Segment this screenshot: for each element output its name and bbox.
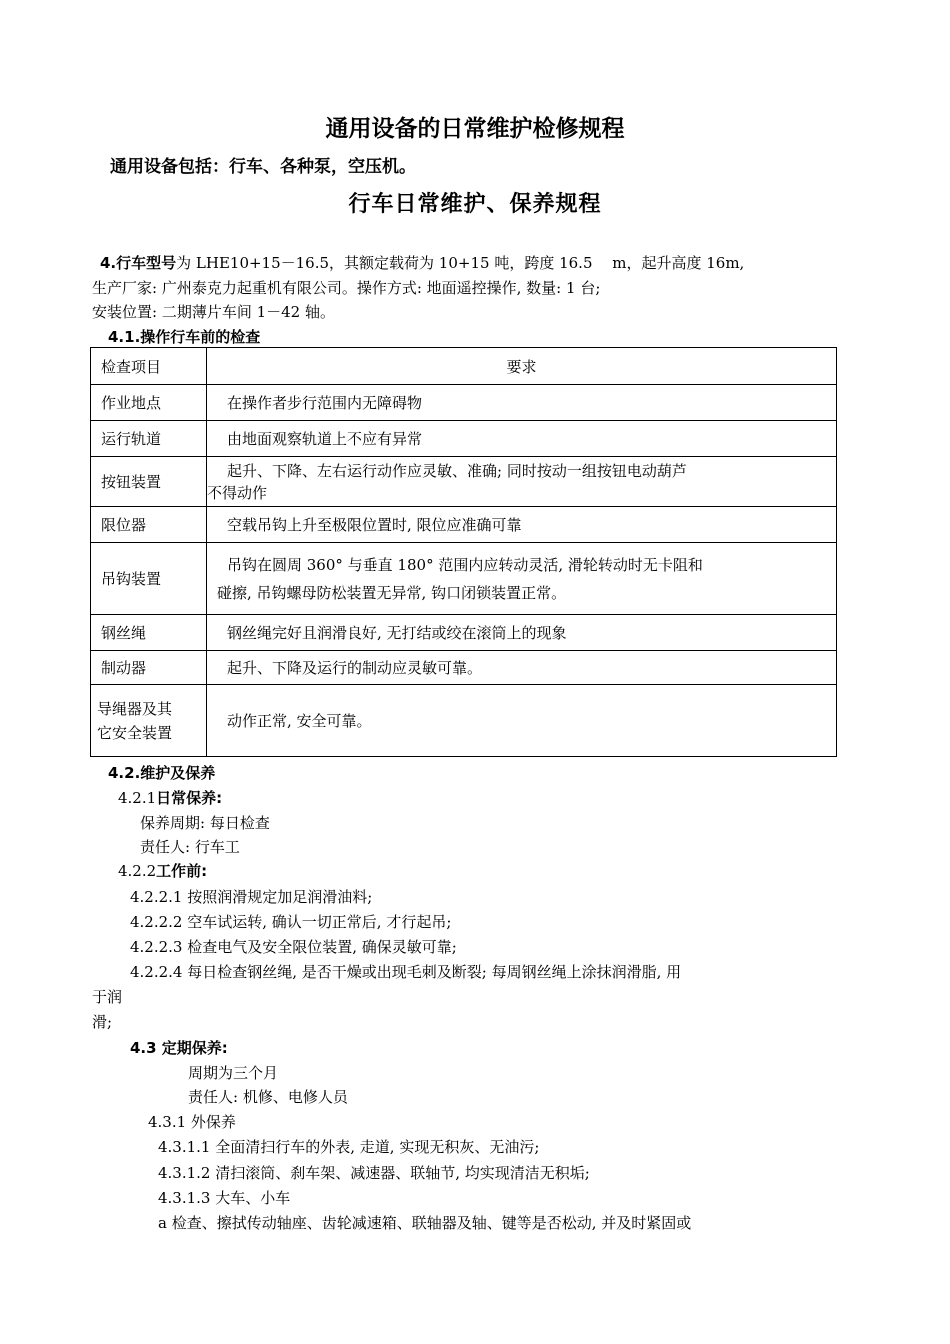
list-item: a 检查、擦拭传动轴座、齿轮减速箱、联轴器及轴、键等是否松动, 并及时紧固或 xyxy=(158,1214,692,1232)
pre-work-heading xyxy=(118,860,207,882)
row-requirement: 钢丝绳完好且润滑良好, 无打结或绞在滚筒上的现象 xyxy=(207,615,837,651)
row-requirement: 由地面观察轨道上不应有异常 xyxy=(207,421,837,457)
table-row xyxy=(91,651,837,685)
intro-line-3: 安装位置: 二期薄片车间 1－42 轴。 xyxy=(92,303,335,321)
list-item: 4.3.1.1 全面清扫行车的外表, 走道, 实现无积灰、无油污; xyxy=(158,1138,540,1156)
row-item: 按钮装置 xyxy=(91,457,207,507)
table-header-row xyxy=(91,348,837,385)
scope-line: 通用设备包括：行车、各种泵，空压机。 xyxy=(110,157,416,177)
section-title: 行车日常维护、保养规程 xyxy=(348,192,602,217)
row-item: 制动器 xyxy=(91,651,207,685)
row-requirement: 起升、下降及运行的制动应灵敏可靠。 xyxy=(207,651,837,685)
list-item: 4.2.2.4 每日检查钢丝绳, 是否干燥或出现毛刺及断裂; 每周钢丝绳上涂抹润滑脂, 用 xyxy=(130,963,682,981)
row-requirement-line-1: 吊钩在圆周 360° 与垂直 180° 范围内应转动灵活, 滑轮转动时无卡阻和 xyxy=(227,555,703,574)
row-requirement xyxy=(207,457,837,507)
list-item-wrap: 滑; xyxy=(92,1013,113,1031)
row-requirement-line-2: 不得动作 xyxy=(207,483,268,502)
row-item: 吊钩装置 xyxy=(91,543,207,615)
table-row xyxy=(91,685,837,757)
maintenance-heading: 4.2.维护及保养 xyxy=(108,764,216,782)
list-item: 4.3.1.3 大车、小车 xyxy=(158,1189,291,1207)
daily-heading xyxy=(118,787,222,809)
inspection-table xyxy=(90,347,837,757)
table-row xyxy=(91,385,837,421)
header-item: 检查项目 xyxy=(91,348,207,385)
table-row xyxy=(91,543,837,615)
document-title: 通用设备的日常维护检修规程 xyxy=(325,116,625,142)
row-item-line-1: 导绳器及其 xyxy=(97,699,173,718)
periodic-heading: 4.3 定期保养: xyxy=(130,1039,228,1057)
row-item-line-2: 它安全装置 xyxy=(97,723,173,742)
list-item: 4.3.1.2 清扫滚筒、刹车架、减速器、联轴节, 均实现清洁无积垢; xyxy=(158,1164,590,1182)
row-requirement-line-1: 起升、下降、左右运行动作应灵敏、准确; 同时按动一组按钮电动葫芦 xyxy=(227,461,687,480)
table-row xyxy=(91,615,837,651)
row-requirement: 在操作者步行范围内无障碍物 xyxy=(207,385,837,421)
pre-work-label: 工作前: xyxy=(156,862,208,880)
list-item: 4.2.2.1 按照润滑规定加足润滑油料; xyxy=(130,888,373,906)
row-requirement: 动作正常, 安全可靠。 xyxy=(207,685,837,757)
row-item: 作业地点 xyxy=(91,385,207,421)
table-row xyxy=(91,457,837,507)
row-item: 运行轨道 xyxy=(91,421,207,457)
row-item xyxy=(91,685,207,757)
row-item: 限位器 xyxy=(91,507,207,543)
inspection-heading: 4.1.操作行车前的检查 xyxy=(108,328,261,346)
intro-line-2: 生产厂家: 广州泰克力起重机有限公司。操作方式: 地面遥控操作, 数量: 1 台; xyxy=(92,279,601,297)
table-row xyxy=(91,507,837,543)
header-requirement: 要求 xyxy=(207,348,837,385)
row-requirement-line-2: 碰擦, 吊钩螺母防松装置无异常, 钩口闭锁装置正常。 xyxy=(217,583,567,602)
list-item: 4.2.2.3 检查电气及安全限位装置, 确保灵敏可靠; xyxy=(130,938,457,956)
daily-cycle: 保养周期: 每日检查 xyxy=(140,814,270,832)
periodic-owner: 责任人: 机修、电修人员 xyxy=(188,1088,348,1106)
daily-owner: 责任人: 行车工 xyxy=(140,838,240,856)
list-item-wrap: 于润 xyxy=(92,988,123,1006)
list-item: 4.2.2.2 空车试运转, 确认一切正常后, 才行起吊; xyxy=(130,913,452,931)
table-row xyxy=(91,421,837,457)
intro-line-1 xyxy=(100,252,744,274)
daily-number: 4.2.1 xyxy=(118,789,157,807)
intro-label: 4.行车型号 xyxy=(100,254,177,272)
row-item: 钢丝绳 xyxy=(91,615,207,651)
periodic-cycle: 周期为三个月 xyxy=(188,1064,279,1082)
intro-line-1-text: 为 LHE10+15－16.5，其额定载荷为 10+15 吨，跨度 16.5 m，起升高度 16m, xyxy=(176,254,745,272)
row-requirement: 空载吊钩上升至极限位置时, 限位应准确可靠 xyxy=(207,507,837,543)
daily-label: 日常保养: xyxy=(156,789,223,807)
pre-work-number: 4.2.2 xyxy=(118,862,157,880)
row-requirement xyxy=(207,543,837,615)
external-maintenance-heading: 4.3.1 外保养 xyxy=(148,1113,236,1131)
